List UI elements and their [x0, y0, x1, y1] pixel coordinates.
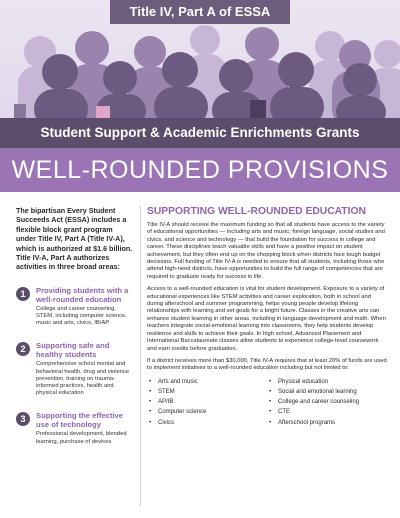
- section-heading: SUPPORTING WELL-ROUNDED EDUCATION: [147, 206, 366, 217]
- paragraph-3: If a district receives more than $30,000, Title IV-A requires that at least 20% of funds are used to implement initiatives to a well-rounded education including but not limited to:: [147, 357, 387, 372]
- paragraph-1: Title IV-A should receive the maximum funding so that all students have access to the variety of educational opportunities — including arts and music, foreign language, social studies and civics, and science and technology — that build the foundation for success in college and career. These disciplines teach valuable skills and have a positive impact on student achievement, but they often end up on the chopping block when districts face tough budget decisions. Full funding of Title IV-A is needed to ensure that all students, including those who attend high-need districts, have opportunities to build the full range of competencies that are required to graduate ready for success in life.: [147, 222, 385, 280]
- number-badge: 2: [16, 342, 30, 356]
- initiative-lists: [147, 377, 387, 428]
- header-illustration: [0, 0, 400, 118]
- title-band: [0, 148, 400, 192]
- subtitle: Student Support & Academic Enrichments Grants: [40, 125, 360, 140]
- page-title: WELL-ROUNDED PROVISIONS: [11, 156, 389, 184]
- area-item-3: [16, 411, 134, 445]
- initiative-list-left: [147, 377, 267, 428]
- area-description: Comprehensive school mental and behavioral health, drug and violence prevention, training on trauma-informed practices, health and physical education: [36, 361, 130, 397]
- area-title: Supporting safe and healthy students: [36, 341, 110, 360]
- list-item: • Physical education: [267, 377, 387, 387]
- list-item: • Social and emotional learning: [267, 387, 387, 397]
- title-tag: Title IV, Part A of ESSA: [110, 0, 290, 24]
- left-column: [16, 206, 134, 446]
- area-title: Supporting the effective use of technology: [36, 411, 123, 430]
- intro-text: The bipartisan Every Student Succeeds Act (ESSA) includes a flexible block grant program under Title IV, Part A (Title IV-A), which is authorized at $1.6 billion. Title IV-A, Part A authorizes activities in three broad areas:: [16, 206, 133, 272]
- subtitle-band: [0, 118, 400, 148]
- list-item: • College and career counseling: [267, 397, 387, 407]
- number-badge: 3: [16, 412, 30, 426]
- list-item: • CTE: [267, 407, 387, 417]
- paragraph-2: Access to a well-rounded education is vital for student development. Exposure to a variety of educational experiences like STEM activities and career exploration, both in school and during afterschool and summer programming, helps young people develop lifelong relationships with learning and set goals for a bright future. Classes in the creative arts can enhance student learning in other areas, including in language development and math. When teachers integrate social-emotional learning into classrooms, they help students develop resilience and skills to achieve their goals. In high school, Advanced Placement and International Baccalaureate classes allow students to experience college-level coursework and earn credits before graduation.: [147, 286, 386, 352]
- area-item-2: [16, 341, 134, 397]
- right-column: [147, 206, 387, 428]
- list-item: • STEM: [147, 387, 267, 397]
- list-item: • Civics: [147, 418, 267, 428]
- list-item: • Computer science: [147, 407, 267, 417]
- area-description: College and career counseling, STEM, including computer science, music and arts, civics, IB/AP: [36, 305, 127, 327]
- list-item: • Afterschool programs: [267, 418, 387, 428]
- area-description: Professional development, blended learning, purchase of devices: [36, 431, 127, 445]
- column-divider: [140, 206, 141, 506]
- area-title: Providing students with a well-rounded education: [36, 285, 129, 304]
- list-item: • AP/IB: [147, 397, 267, 407]
- list-item: • Arts and music: [147, 377, 267, 387]
- area-item-1: [16, 286, 134, 328]
- number-badge: 1: [16, 287, 30, 301]
- initiative-list-right: [267, 377, 387, 428]
